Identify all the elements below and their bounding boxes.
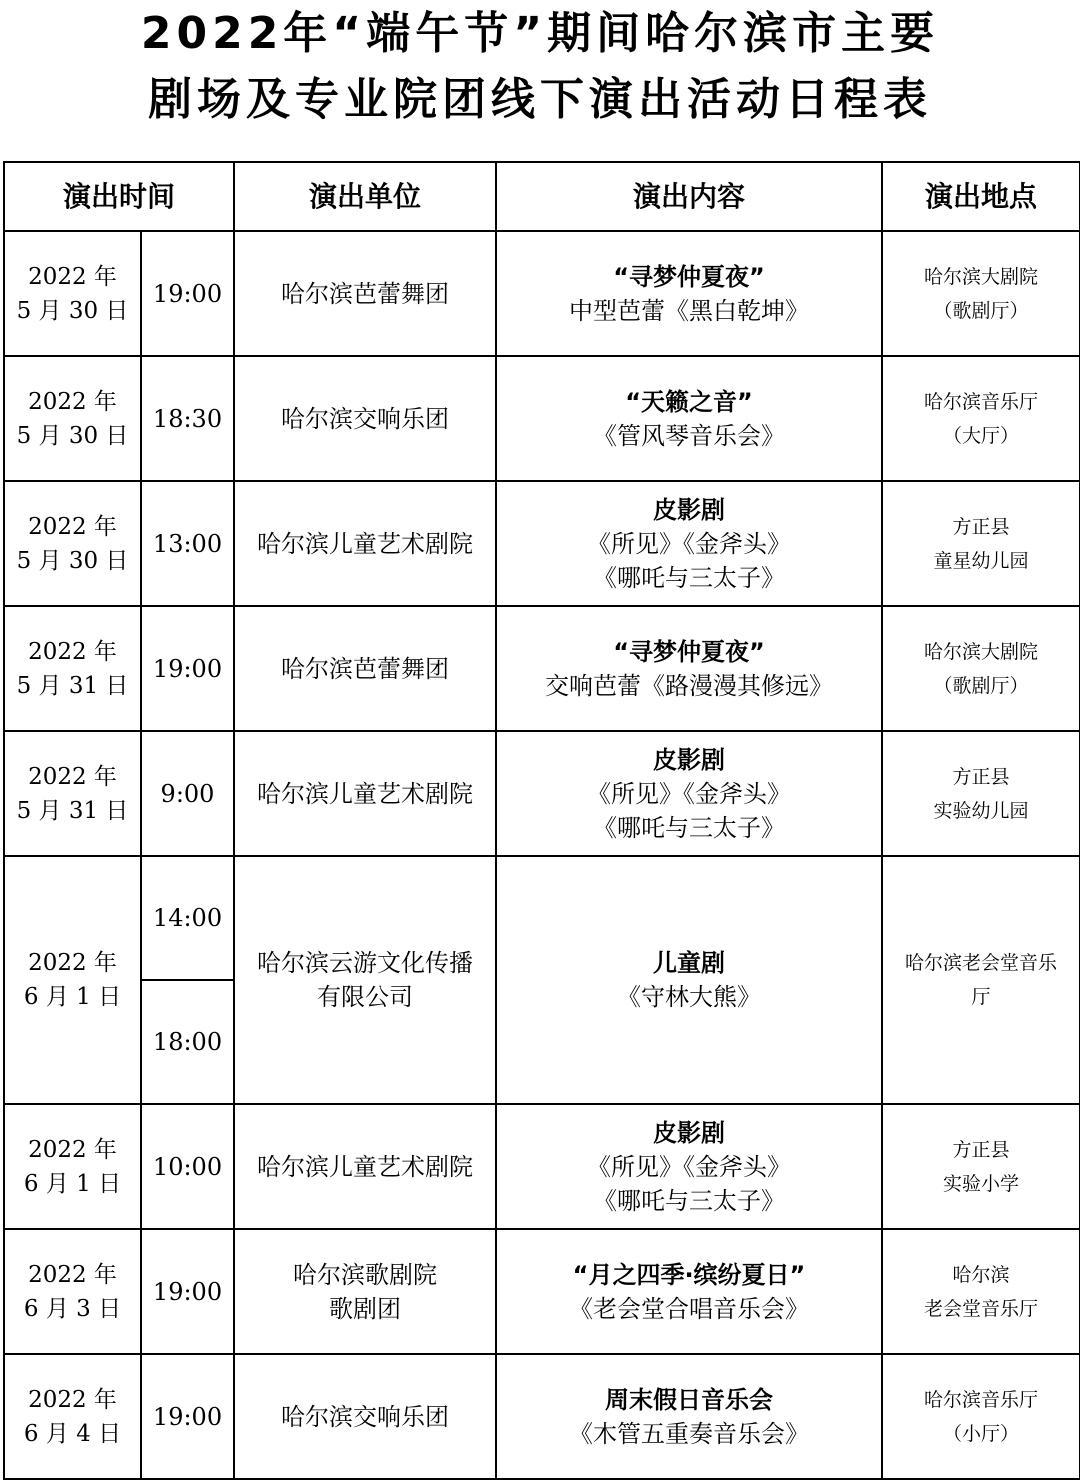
content-title: “寻梦仲夏夜” (613, 262, 765, 291)
unit-name: 哈尔滨交响乐团 (281, 1402, 450, 1431)
date-day: 6 月 1 日 (23, 1170, 122, 1197)
content-cell (496, 1229, 882, 1354)
date-year: 2022 年 (28, 950, 117, 976)
unit-name-2: 歌剧团 (329, 1294, 402, 1323)
unit-cell (234, 356, 496, 481)
content-cell (496, 856, 882, 1104)
unit-name: 哈尔滨交响乐团 (281, 404, 450, 433)
date-year: 2022 年 (28, 513, 117, 540)
unit-cell (234, 1354, 496, 1479)
page-title-line-2: 剧场及专业院团线下演出活动日程表 (148, 74, 932, 125)
venue-cell (882, 1354, 1080, 1479)
time-cell: 13:00 (141, 481, 234, 606)
date-year: 2022 年 (28, 763, 117, 790)
unit-cell (234, 606, 496, 731)
date-day: 5 月 30 日 (16, 422, 129, 449)
content-title: 皮影剧 (653, 1118, 726, 1147)
content-title: “寻梦仲夏夜” (613, 637, 765, 666)
date-cell (4, 606, 141, 731)
date-cell (4, 356, 141, 481)
time-cell: 19:00 (141, 1229, 234, 1354)
venue-hall: 童星幼儿园 (933, 549, 1029, 572)
venue-hall: （歌剧厅） (933, 299, 1029, 322)
venue-name: 哈尔滨音乐厅 (924, 1388, 1039, 1411)
content-detail: 交响芭蕾《路漫漫其修远》 (545, 671, 834, 700)
venue-name: 方正县 (952, 515, 1010, 538)
content-title: 皮影剧 (653, 495, 726, 524)
date-year: 2022 年 (28, 1386, 117, 1413)
content-cell (496, 1354, 882, 1479)
content-detail-2: 《哪吒与三太子》 (593, 813, 786, 842)
unit-cell (234, 231, 496, 356)
time-cell: 19:00 (141, 1354, 234, 1479)
time-cell: 18:00 (141, 980, 234, 1104)
date-day: 6 月 3 日 (23, 1295, 122, 1322)
content-title: “天籁之音” (625, 387, 753, 416)
table-row (4, 481, 1080, 606)
content-cell (496, 481, 882, 606)
header-unit: 演出单位 (234, 162, 496, 231)
content-detail: 《木管五重奏音乐会》 (569, 1419, 810, 1448)
unit-name: 哈尔滨歌剧院 (293, 1260, 438, 1289)
table-row (4, 856, 1080, 980)
time-cell: 14:00 (141, 856, 234, 980)
content-detail: 《管风琴音乐会》 (593, 421, 786, 450)
venue-name: 哈尔滨大剧院 (924, 265, 1039, 288)
table-row (4, 231, 1080, 356)
date-day: 5 月 31 日 (16, 672, 129, 699)
unit-cell (234, 856, 496, 1104)
unit-name: 哈尔滨儿童艺术剧院 (257, 1152, 474, 1181)
date-cell (4, 231, 141, 356)
time-cell: 18:30 (141, 356, 234, 481)
content-cell (496, 606, 882, 731)
table-row (4, 1104, 1080, 1229)
page-title-line-1: 2022年“端午节”期间哈尔滨市主要 (140, 8, 940, 59)
content-cell (496, 731, 882, 856)
content-detail: 《所见》《金斧头》 (587, 529, 792, 558)
date-year: 2022 年 (28, 388, 117, 415)
content-detail-2: 《哪吒与三太子》 (593, 563, 786, 592)
date-cell (4, 1354, 141, 1479)
date-day: 5 月 31 日 (16, 797, 129, 824)
unit-cell (234, 481, 496, 606)
venue-cell (882, 481, 1080, 606)
venue-name: 哈尔滨大剧院 (924, 640, 1039, 663)
date-day: 6 月 1 日 (23, 984, 122, 1010)
venue-hall: 厅 (971, 986, 991, 1008)
date-cell (4, 481, 141, 606)
table-row (4, 1354, 1080, 1479)
content-title: 皮影剧 (653, 745, 726, 774)
content-detail: 《所见》《金斧头》 (587, 779, 792, 808)
date-cell (4, 856, 141, 1104)
unit-name: 哈尔滨儿童艺术剧院 (257, 529, 474, 558)
venue-hall: 实验幼儿园 (933, 799, 1029, 822)
date-day: 5 月 30 日 (16, 547, 129, 574)
date-day: 6 月 4 日 (23, 1420, 122, 1447)
venue-name: 哈尔滨 (952, 1263, 1010, 1286)
table-header-row (4, 162, 1080, 231)
date-cell (4, 731, 141, 856)
time-cell: 9:00 (141, 731, 234, 856)
table-row (4, 356, 1080, 481)
time-cell: 10:00 (141, 1104, 234, 1229)
venue-hall: （小厅） (943, 1422, 1020, 1445)
venue-name: 哈尔滨老会堂音乐 (905, 952, 1058, 974)
header-venue: 演出地点 (882, 162, 1080, 231)
content-detail: 《所见》《金斧头》 (587, 1152, 792, 1181)
schedule-table (3, 161, 1080, 1480)
venue-cell (882, 856, 1080, 1104)
content-cell (496, 356, 882, 481)
unit-name: 哈尔滨儿童艺术剧院 (257, 779, 474, 808)
venue-name: 方正县 (952, 1138, 1010, 1161)
venue-name: 方正县 (952, 765, 1010, 788)
venue-hall: （大厅） (943, 424, 1020, 447)
venue-hall: 实验小学 (943, 1172, 1020, 1195)
content-detail: 中型芭蕾《黑白乾坤》 (569, 296, 810, 325)
header-content: 演出内容 (496, 162, 882, 231)
venue-name: 哈尔滨音乐厅 (924, 390, 1039, 413)
venue-cell (882, 1104, 1080, 1229)
date-year: 2022 年 (28, 1136, 117, 1163)
date-cell (4, 1104, 141, 1229)
unit-name: 哈尔滨芭蕾舞团 (281, 654, 450, 683)
time-cell: 19:00 (141, 231, 234, 356)
content-title: 周末假日音乐会 (605, 1385, 774, 1414)
unit-cell (234, 731, 496, 856)
unit-name: 哈尔滨云游文化传播 (257, 949, 474, 977)
date-year: 2022 年 (28, 638, 117, 665)
unit-name: 哈尔滨芭蕾舞团 (281, 279, 450, 308)
table-row (4, 731, 1080, 856)
content-detail-2: 《哪吒与三太子》 (593, 1186, 786, 1215)
content-detail: 《守林大熊》 (617, 983, 762, 1011)
unit-cell (234, 1229, 496, 1354)
unit-cell (234, 1104, 496, 1229)
venue-cell (882, 1229, 1080, 1354)
content-cell (496, 1104, 882, 1229)
content-title: “月之四季·缤纷夏日” (572, 1260, 806, 1289)
venue-hall: 老会堂音乐厅 (924, 1297, 1039, 1320)
header-time: 演出时间 (4, 162, 234, 231)
venue-cell (882, 356, 1080, 481)
content-title: 儿童剧 (653, 949, 726, 977)
venue-cell (882, 731, 1080, 856)
date-year: 2022 年 (28, 263, 117, 290)
table-row (4, 606, 1080, 731)
table-row (4, 1229, 1080, 1354)
venue-cell (882, 231, 1080, 356)
content-detail: 《老会堂合唱音乐会》 (569, 1294, 810, 1323)
date-year: 2022 年 (28, 1261, 117, 1288)
date-day: 5 月 30 日 (16, 297, 129, 324)
date-cell (4, 1229, 141, 1354)
venue-hall: （歌剧厅） (933, 674, 1029, 697)
unit-name-2: 有限公司 (317, 983, 414, 1011)
time-cell: 19:00 (141, 606, 234, 731)
venue-cell (882, 606, 1080, 731)
content-cell (496, 231, 882, 356)
